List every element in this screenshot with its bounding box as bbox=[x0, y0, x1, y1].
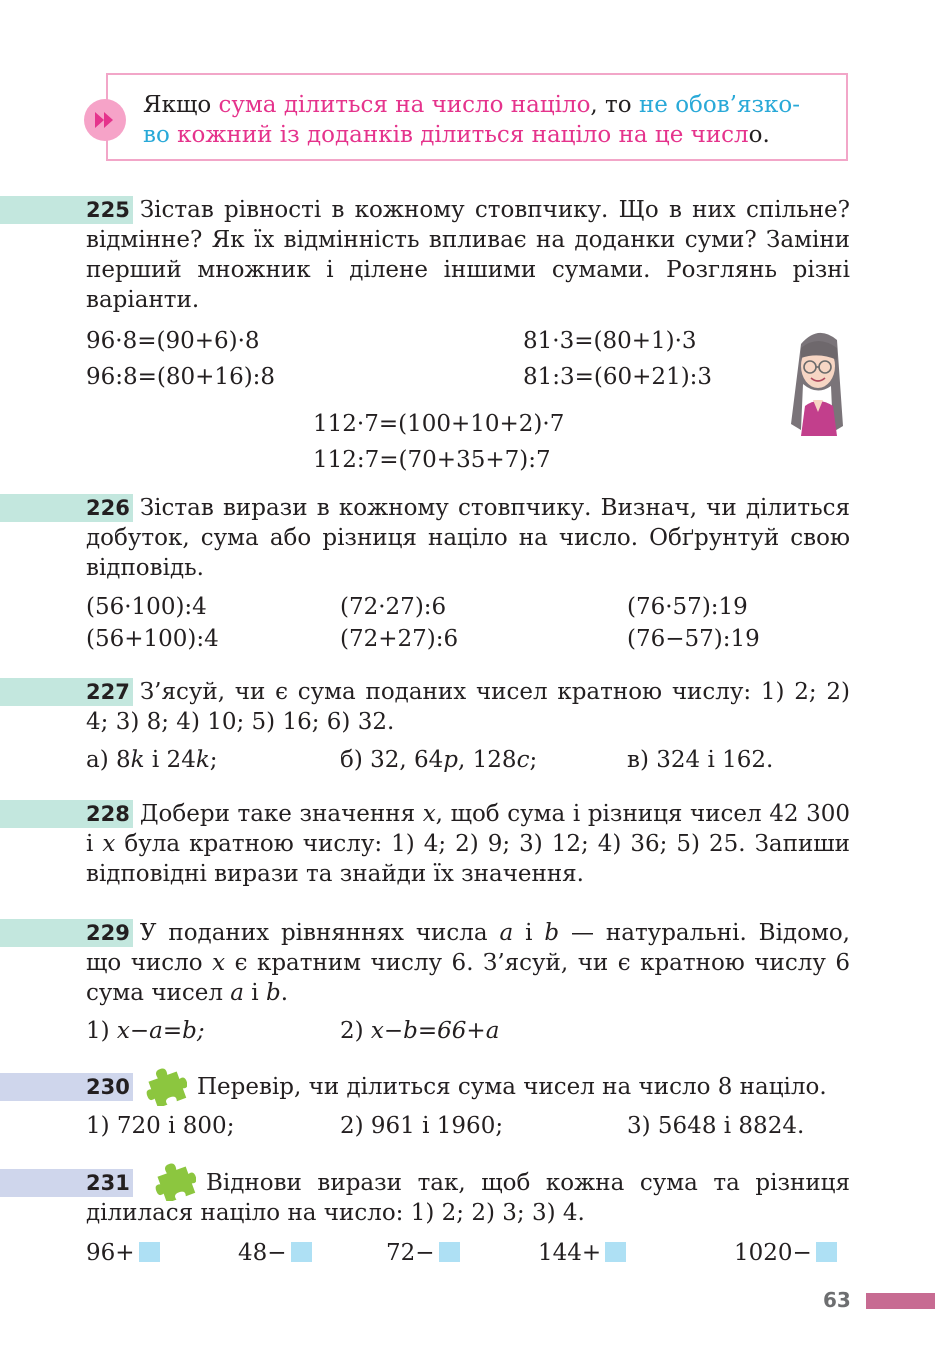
option-2: 2) 961 і 1960; bbox=[340, 1113, 504, 1139]
option-1: 1) 720 і 800; bbox=[86, 1113, 235, 1139]
exercise-228-text: 228 Добери таке значення x, щоб сума і різниця чисел 42 300 і x була кратною числу: 1) 4; 2) 9; 3) 12; 4) 36; 5) 25. Запиши відповідні вирази та знайди їх значення. bbox=[86, 801, 850, 887]
expression: (56·100):4 bbox=[86, 594, 207, 620]
rule-marker bbox=[84, 99, 126, 141]
puzzle-icon bbox=[154, 1161, 196, 1201]
exercise-231-line-1: Віднови вирази так, щоб кожна сума та різниця bbox=[206, 1170, 850, 1196]
expression: (76−57):19 bbox=[627, 626, 760, 652]
equation: 81·3=(80+1)·3 bbox=[523, 328, 697, 354]
equation-1: 1) x−a=b; bbox=[86, 1018, 205, 1044]
exercise-225-text: 225 Зістав рівності в кожному стовпчику. Що в них спільне? відмінне? Як їх відмінність впливає на доданки суми? Заміни перший множник і ділене іншими сумами. Розглянь різні варіанти. bbox=[86, 197, 850, 313]
equation: 96·8=(90+6)·8 bbox=[86, 328, 260, 354]
exercise-231-line-2: ділилася націло на число: 1) 2; 2) 3; 3) 4. bbox=[86, 1200, 585, 1226]
equation: 81:3=(60+21):3 bbox=[523, 364, 713, 390]
option-3: 3) 5648 і 8824. bbox=[627, 1113, 805, 1139]
equation: 112:7=(70+35+7):7 bbox=[313, 447, 551, 473]
exercise-226-text: 226 Зістав вирази в кожному стовпчику. Визнач, чи ділиться добуток, сума або різниця націло на число. Обґрунтуй свою відповідь. bbox=[86, 495, 850, 581]
blank-box[interactable] bbox=[291, 1242, 312, 1262]
exercise-number: 227 bbox=[86, 680, 130, 704]
option-c: в) 324 і 162. bbox=[627, 747, 774, 773]
blank-expression: 48− bbox=[238, 1238, 312, 1268]
blank-expression: 144+ bbox=[538, 1238, 626, 1268]
expression: (56+100):4 bbox=[86, 626, 219, 652]
blank-expression: 72− bbox=[386, 1238, 460, 1268]
blank-box[interactable] bbox=[139, 1242, 160, 1262]
exercise-number: 231 bbox=[86, 1171, 130, 1195]
exercise-230-text bbox=[86, 1072, 140, 1102]
puzzle-icon bbox=[145, 1066, 187, 1106]
rule-line-2: во кожний із доданків ділиться націло на це число. bbox=[143, 122, 770, 148]
girl-illustration bbox=[787, 326, 849, 438]
blank-box[interactable] bbox=[605, 1242, 626, 1262]
blank-box[interactable] bbox=[816, 1242, 837, 1262]
exercise-231-label bbox=[86, 1168, 140, 1198]
blank-expression: 1020− bbox=[734, 1238, 837, 1268]
blank-expression: 96+ bbox=[86, 1238, 160, 1268]
equation: 112·7=(100+10+2)·7 bbox=[313, 411, 565, 437]
option-b: б) 32, 64p, 128c; bbox=[340, 747, 538, 773]
exercise-number: 225 bbox=[86, 198, 130, 222]
exercise-230-question: Перевір, чи ділиться сума чисел на число 8 націло. bbox=[197, 1074, 827, 1100]
expression: (72·27):6 bbox=[340, 594, 447, 620]
blank-box[interactable] bbox=[439, 1242, 460, 1262]
exercise-229-text: 229 У поданих рівняннях числа a і b — натуральні. Відомо, що число x є кратним числу 6. З’ясуй, чи є кратною числу 6 сума чисел a і b. bbox=[86, 920, 850, 1006]
expression: (72+27):6 bbox=[340, 626, 459, 652]
equation: 96:8=(80+16):8 bbox=[86, 364, 276, 390]
double-arrow-icon bbox=[84, 99, 126, 141]
footer-bar bbox=[866, 1293, 935, 1309]
expression: (76·57):19 bbox=[627, 594, 748, 620]
exercise-number: 229 bbox=[86, 921, 130, 945]
option-a: а) 8k і 24k; bbox=[86, 747, 218, 773]
exercise-number: 230 bbox=[86, 1075, 130, 1099]
exercise-number: 228 bbox=[86, 802, 130, 826]
rule-line-1: Якщо сума ділиться на число націло, то не обов’язко- bbox=[143, 92, 801, 118]
exercise-227-text: 227 З’ясуй, чи є сума поданих чисел кратною числу: 1) 2; 2) 4; 3) 8; 4) 10; 5) 16; 6) 32. bbox=[86, 679, 850, 735]
equation-2: 2) x−b=66+a bbox=[340, 1018, 500, 1044]
page-number: 63 bbox=[823, 1288, 851, 1312]
exercise-number: 226 bbox=[86, 496, 130, 520]
